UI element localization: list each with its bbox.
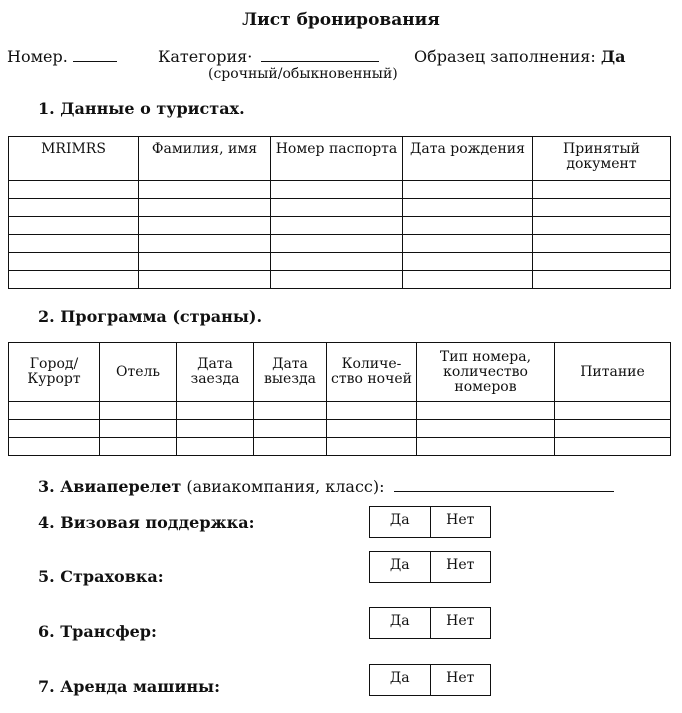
table-cell[interactable]	[555, 420, 671, 438]
table-cell[interactable]	[9, 181, 139, 199]
column-header: Дата заезда	[177, 343, 254, 402]
table-cell[interactable]	[533, 271, 671, 289]
visa-yes-option[interactable]: Да	[389, 512, 410, 528]
table-cell[interactable]	[403, 199, 533, 217]
table-row	[9, 253, 671, 271]
table-cell[interactable]	[139, 271, 271, 289]
column-header: Номер паспорта	[271, 137, 403, 181]
table-row	[9, 199, 671, 217]
table-cell[interactable]	[271, 217, 403, 235]
transfer-choice	[369, 607, 491, 639]
table-cell[interactable]	[100, 438, 177, 456]
transfer-label: 6. Трансфер:	[38, 622, 157, 641]
column-header: MRIMRS	[9, 137, 139, 181]
table-cell[interactable]	[9, 438, 100, 456]
table-cell[interactable]	[417, 438, 555, 456]
visa-label: 4. Визовая поддержка:	[38, 513, 255, 532]
table-cell[interactable]	[9, 199, 139, 217]
flight-blank[interactable]	[394, 478, 614, 492]
table-cell[interactable]	[9, 217, 139, 235]
column-header: Отель	[100, 343, 177, 402]
table-cell[interactable]	[139, 253, 271, 271]
category-options: (срочный/обыкновенный)	[208, 66, 398, 82]
table-cell[interactable]	[9, 253, 139, 271]
flight-field	[38, 477, 614, 496]
table-cell[interactable]	[271, 199, 403, 217]
insurance-no-option[interactable]: Нет	[430, 552, 491, 582]
table-cell[interactable]	[254, 438, 327, 456]
car-rental-choice	[369, 664, 491, 696]
car-rental-yes-option[interactable]: Да	[389, 670, 410, 686]
transfer-yes-option[interactable]: Да	[389, 613, 410, 629]
column-header: Питание	[555, 343, 671, 402]
program-table	[8, 342, 671, 456]
table-cell[interactable]	[139, 181, 271, 199]
table-row	[9, 181, 671, 199]
table-cell[interactable]	[177, 420, 254, 438]
table-cell[interactable]	[327, 420, 417, 438]
table-cell[interactable]	[417, 402, 555, 420]
table-cell[interactable]	[139, 217, 271, 235]
form-title: Лист бронирования	[242, 10, 440, 30]
table-cell[interactable]	[100, 420, 177, 438]
table-cell[interactable]	[271, 253, 403, 271]
table-cell[interactable]	[417, 420, 555, 438]
table-cell[interactable]	[254, 402, 327, 420]
table-cell[interactable]	[139, 235, 271, 253]
number-label: Номер.	[7, 47, 68, 66]
table-cell[interactable]	[403, 271, 533, 289]
table-row	[9, 235, 671, 253]
table-cell[interactable]	[533, 199, 671, 217]
table-row	[9, 217, 671, 235]
tourists-header-row	[9, 137, 671, 181]
table-cell[interactable]	[100, 402, 177, 420]
program-header-row	[9, 343, 671, 402]
table-cell[interactable]	[555, 402, 671, 420]
table-row	[9, 402, 671, 420]
column-header: Тип номера, количество номеров	[417, 343, 555, 402]
category-blank[interactable]	[261, 48, 379, 62]
table-cell[interactable]	[403, 217, 533, 235]
column-header: Количе- ство ночей	[327, 343, 417, 402]
table-cell[interactable]	[533, 253, 671, 271]
table-cell[interactable]	[533, 181, 671, 199]
number-field	[7, 47, 117, 66]
table-row	[9, 271, 671, 289]
table-cell[interactable]	[533, 217, 671, 235]
table-row	[9, 420, 671, 438]
tourists-table	[8, 136, 671, 289]
table-cell[interactable]	[9, 402, 100, 420]
visa-no-option[interactable]: Нет	[430, 507, 491, 537]
table-cell[interactable]	[403, 235, 533, 253]
number-blank[interactable]	[73, 48, 117, 62]
visa-choice	[369, 506, 491, 538]
flight-hint: (авиакомпания, класс):	[186, 477, 385, 496]
car-rental-label: 7. Аренда машины:	[38, 677, 220, 696]
table-cell[interactable]	[271, 181, 403, 199]
table-cell[interactable]	[9, 235, 139, 253]
car-rental-no-option[interactable]: Нет	[430, 665, 491, 695]
table-cell[interactable]	[9, 271, 139, 289]
column-header: Дата рождения	[403, 137, 533, 181]
table-cell[interactable]	[139, 199, 271, 217]
sample-label: Образец заполнения:	[414, 47, 596, 66]
section2-title: 2. Программа (страны).	[38, 307, 263, 326]
column-header: Фамилия, имя	[139, 137, 271, 181]
insurance-choice	[369, 551, 491, 583]
column-header: Дата выезда	[254, 343, 327, 402]
table-cell[interactable]	[177, 438, 254, 456]
column-header: Город/ Курорт	[9, 343, 100, 402]
table-cell[interactable]	[327, 402, 417, 420]
insurance-label: 5. Страховка:	[38, 567, 164, 586]
table-cell[interactable]	[327, 438, 417, 456]
category-field	[158, 47, 379, 66]
sample-field	[414, 47, 625, 66]
sample-value: Да	[600, 47, 626, 66]
table-cell[interactable]	[271, 271, 403, 289]
table-cell[interactable]	[177, 402, 254, 420]
table-cell[interactable]	[555, 438, 671, 456]
insurance-yes-option[interactable]: Да	[389, 557, 410, 573]
table-cell[interactable]	[403, 253, 533, 271]
flight-label: 3. Авиаперелет	[38, 477, 182, 496]
column-header: Принятый документ	[533, 137, 671, 181]
table-cell[interactable]	[533, 235, 671, 253]
section1-title: 1. Данные о туристах.	[38, 99, 245, 118]
table-cell[interactable]	[9, 420, 100, 438]
transfer-no-option[interactable]: Нет	[430, 608, 491, 638]
category-label: Категория·	[158, 47, 253, 66]
table-cell[interactable]	[271, 235, 403, 253]
table-cell[interactable]	[403, 181, 533, 199]
table-cell[interactable]	[254, 420, 327, 438]
table-row	[9, 438, 671, 456]
